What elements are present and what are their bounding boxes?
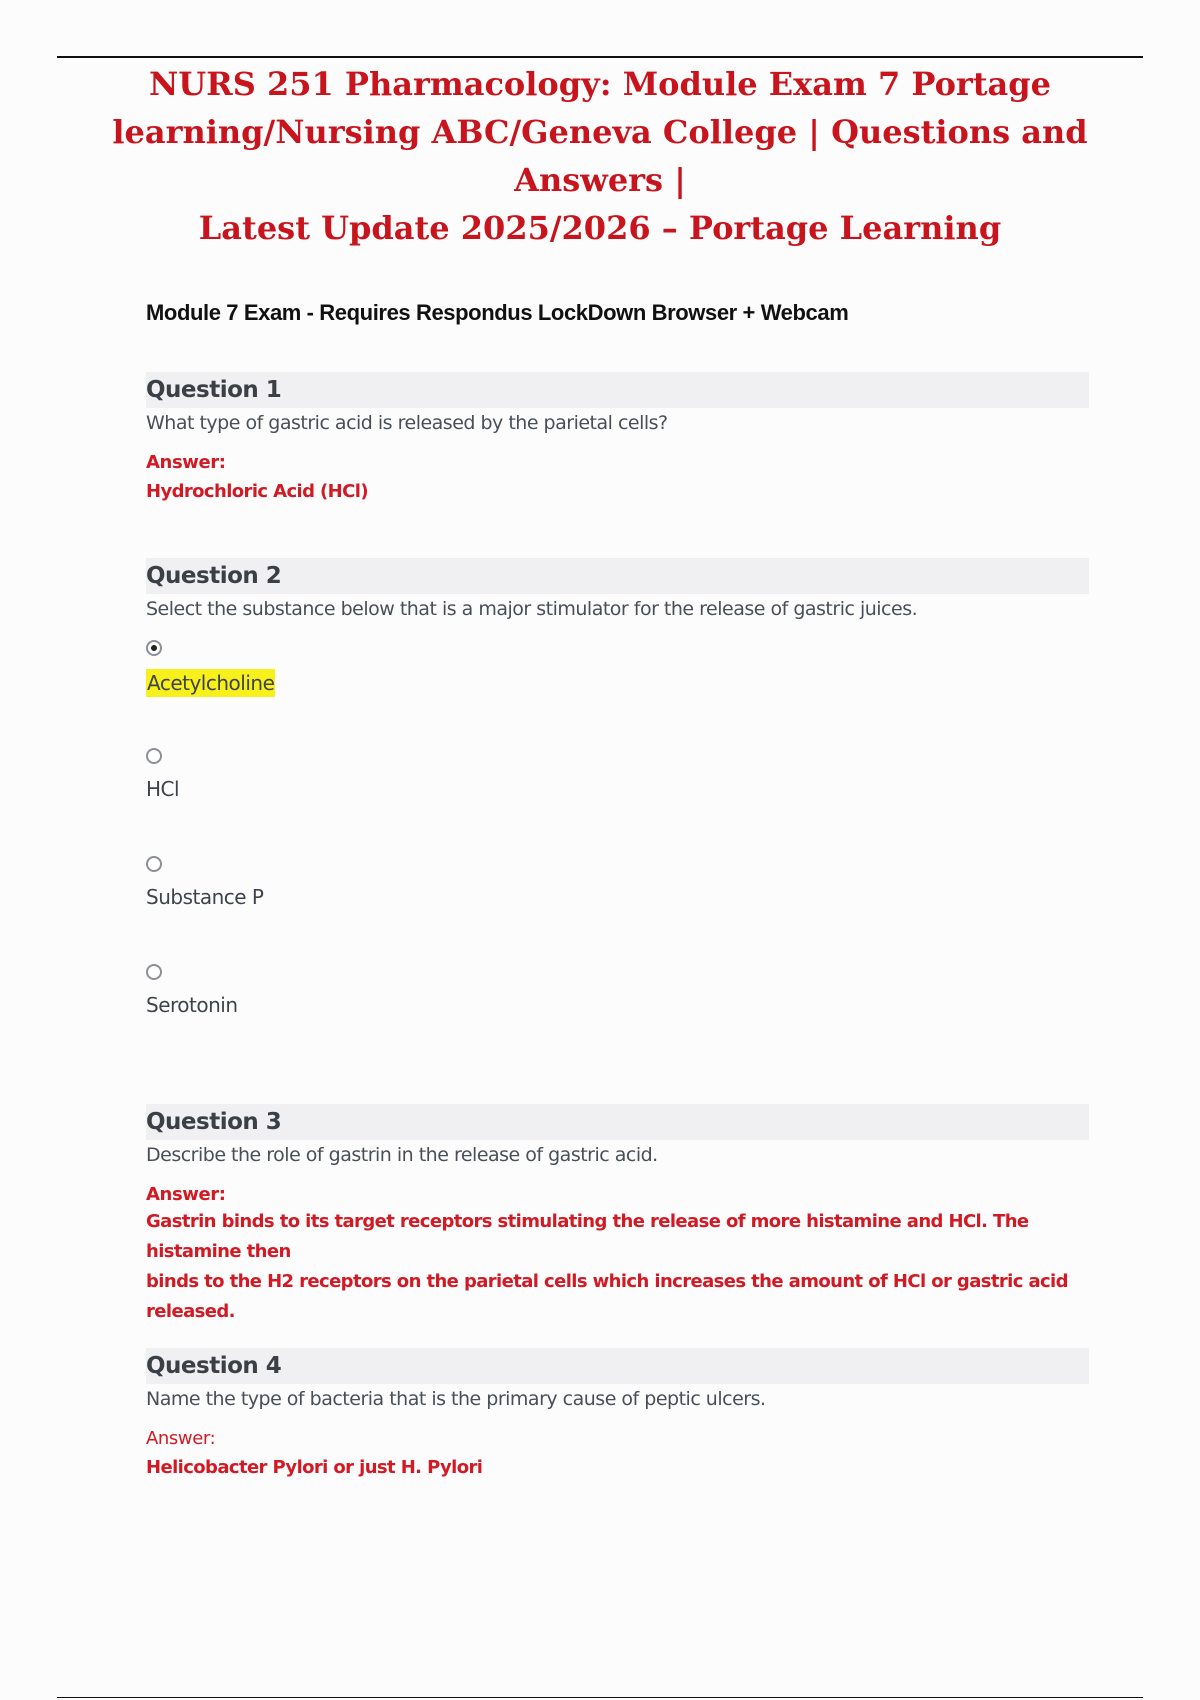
top-rule — [57, 56, 1143, 58]
question-header: Question 3 — [146, 1104, 1089, 1140]
bottom-rule — [57, 1697, 1143, 1698]
answer-text — [146, 1207, 1089, 1327]
title-line-1: NURS 251 Pharmacology: Module Exam 7 Portage — [148, 65, 1052, 103]
option-acetylcholine[interactable] — [146, 640, 1089, 748]
answer-options — [146, 640, 1089, 1072]
question-text: Name the type of bacteria that is the primary cause of peptic ulcers. — [146, 1388, 766, 1410]
answer-label: Answer: — [146, 452, 226, 473]
option-serotonin[interactable] — [146, 964, 1089, 1072]
question-4 — [146, 1348, 1089, 1483]
answer-text: Helicobacter Pylori or just H. Pylori — [146, 1457, 483, 1478]
option-label[interactable]: HCl — [146, 777, 180, 801]
option-label[interactable]: Substance P — [146, 885, 264, 909]
question-text: Select the substance below that is a major stimulator for the release of gastric juices. — [146, 598, 918, 620]
question-header: Question 4 — [146, 1348, 1089, 1384]
question-3 — [146, 1104, 1089, 1327]
option-substance-p[interactable] — [146, 856, 1089, 964]
radio-button[interactable] — [146, 964, 162, 980]
question-header: Question 2 — [146, 558, 1089, 594]
answer-text: Hydrochloric Acid (HCl) — [146, 481, 368, 502]
title-line-2: learning/Nursing ABC/Geneva College | Questions and Answers | — [112, 113, 1088, 199]
question-text: Describe the role of gastrin in the release of gastric acid. — [146, 1144, 658, 1166]
option-label[interactable]: Acetylcholine — [147, 671, 275, 695]
radio-button[interactable] — [146, 856, 162, 872]
document-title — [52, 60, 1148, 252]
answer-label: Answer: — [146, 1428, 216, 1449]
title-line-3: Latest Update 2025/2026 – Portage Learning — [198, 209, 1002, 247]
answer-line-3: released. — [146, 1301, 235, 1322]
option-hcl[interactable] — [146, 748, 1089, 856]
answer-line-1: Gastrin binds to its target receptors stimulating the release of more histamine and HCl. The histamine then — [146, 1211, 1029, 1262]
question-text: What type of gastric acid is released by the parietal cells? — [146, 412, 668, 434]
answer-line-2: binds to the H2 receptors on the parietal cells which increases the amount of HCl or gastric acid — [146, 1271, 1068, 1292]
exam-heading: Module 7 Exam - Requires Respondus LockDown Browser + Webcam — [146, 300, 849, 325]
question-2 — [146, 558, 1089, 1072]
radio-button-selected[interactable] — [146, 640, 162, 656]
question-1 — [146, 372, 1089, 507]
option-label[interactable]: Serotonin — [146, 993, 238, 1017]
question-header: Question 1 — [146, 372, 1089, 408]
answer-label: Answer: — [146, 1184, 226, 1205]
radio-button[interactable] — [146, 748, 162, 764]
